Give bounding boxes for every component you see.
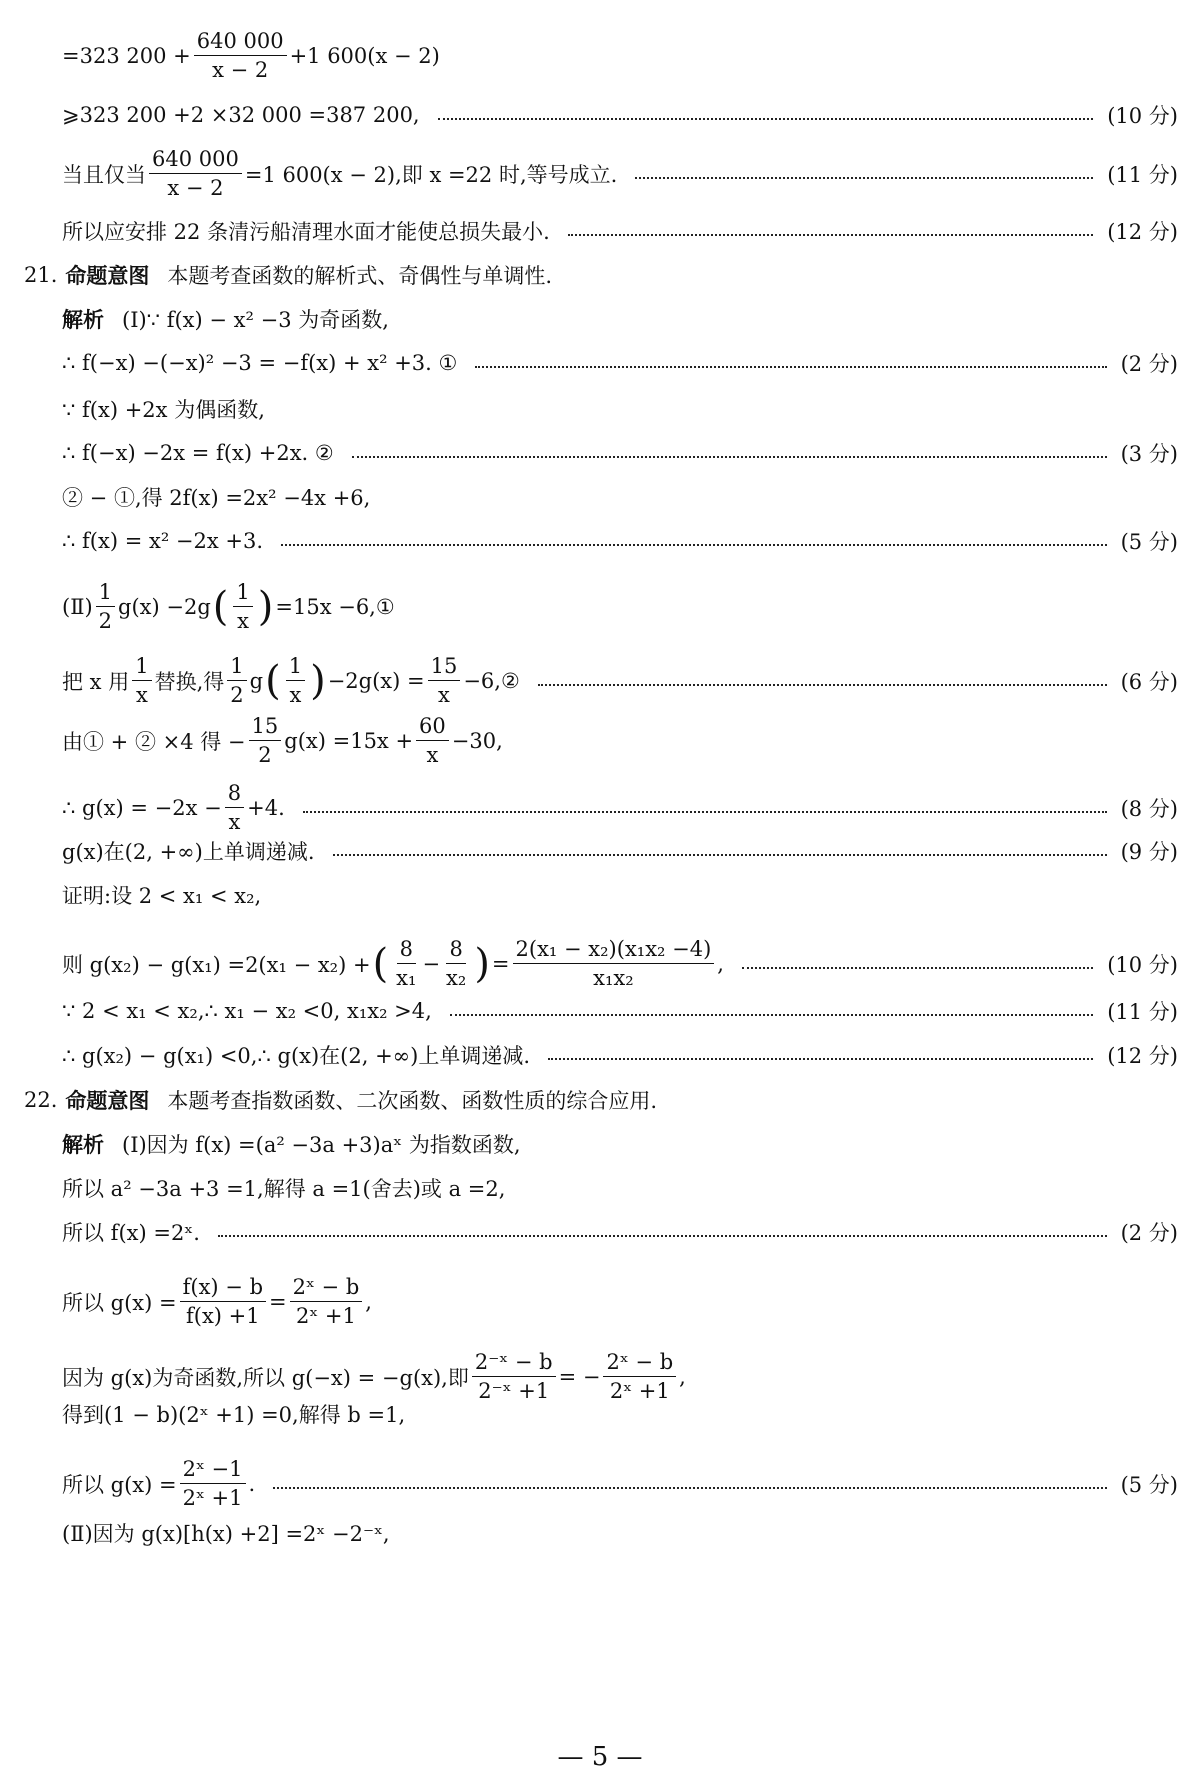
dot-leader — [475, 366, 1106, 368]
fraction-denominator: 2⁻ˣ +1 — [478, 1379, 550, 1404]
fraction-numerator: 1 — [96, 580, 115, 607]
fraction — [180, 1275, 266, 1328]
text-line — [62, 996, 1178, 1026]
line-content — [62, 1518, 390, 1548]
fraction-denominator: x − 2 — [212, 58, 269, 83]
large-parenthesis: ( — [212, 583, 229, 630]
text-line — [62, 147, 1178, 200]
line-content — [24, 1085, 657, 1115]
math-text: −2g(x) = — [327, 668, 425, 693]
fraction-denominator: x — [289, 683, 302, 708]
fraction — [416, 714, 449, 767]
fraction-denominator: x — [228, 810, 241, 835]
fraction — [443, 937, 469, 990]
fraction-numerator: f(x) − b — [180, 1275, 266, 1302]
math-text: 把 x 用 — [62, 669, 130, 694]
fraction — [513, 937, 715, 990]
page-number: — 5 — — [557, 1742, 643, 1772]
text-line — [24, 1085, 1178, 1115]
dot-leader — [635, 177, 1093, 179]
fraction — [194, 29, 287, 82]
math-text: 所以 f(x) =2ˣ. — [62, 1221, 200, 1245]
line-content — [62, 1457, 255, 1510]
math-text: ∴ f(−x) −(−x)² −3 = −f(x) + x² +3. ① — [62, 351, 458, 375]
text-line — [62, 394, 1178, 424]
math-text: ∴ g(x) = −2x − — [62, 795, 222, 820]
fraction — [290, 1275, 363, 1328]
math-text: (Ⅱ) — [62, 594, 93, 619]
math-text: ∵ 2 < x₁ < x₂,∴ x₁ − x₂ <0, x₁x₂ >4, — [62, 999, 432, 1023]
math-text: 得到(1 − b)(2ˣ +1) =0,解得 b =1, — [62, 1403, 406, 1427]
fraction-denominator: x₂ — [446, 966, 467, 991]
fraction-denominator: x — [237, 609, 250, 634]
fraction-numerator: 8 — [446, 937, 465, 964]
fraction-denominator: 2 — [230, 683, 244, 708]
text-line — [62, 1518, 1178, 1548]
fraction-numerator: 640 000 — [194, 29, 287, 56]
math-text: , — [365, 1289, 372, 1314]
math-text: (Ⅰ)因为 f(x) =(a² −3a +3)aˣ 为指数函数, — [122, 1133, 521, 1157]
fraction — [472, 1350, 556, 1403]
fraction-numerator: 2ˣ −1 — [180, 1457, 246, 1484]
math-text: g(x) −2g — [118, 594, 211, 619]
fraction-numerator: 15 — [428, 654, 461, 681]
math-text: 本题考查函数的解析式、奇偶性与单调性. — [167, 264, 553, 288]
fraction — [428, 654, 461, 707]
line-content — [62, 937, 724, 990]
text-line — [62, 781, 1178, 834]
math-text: 所以 g(x) = — [62, 1472, 177, 1497]
section-label: 解析 — [62, 308, 104, 332]
math-text: ② − ①,得 2f(x) =2x² −4x +6, — [62, 486, 371, 510]
fraction-numerator: 1 — [132, 654, 151, 681]
text-line — [62, 1275, 1178, 1328]
text-line — [62, 580, 1178, 633]
line-content — [62, 216, 550, 246]
line-content — [62, 1040, 530, 1070]
math-text: 所以 g(x) = — [62, 1290, 177, 1315]
math-text: g — [249, 668, 264, 693]
fraction-numerator: 8 — [225, 781, 244, 808]
dot-leader — [450, 1014, 1093, 1016]
dot-leader — [548, 1058, 1093, 1060]
score-label: (2 分) — [1120, 1221, 1178, 1245]
math-text: 证明:设 2 < x₁ < x₂, — [62, 884, 262, 908]
fraction — [249, 714, 282, 767]
math-text: (Ⅰ)∵ f(x) − x² −3 为奇函数, — [122, 308, 389, 332]
fraction-denominator: x₁x₂ — [593, 966, 634, 991]
math-text: +4. — [247, 795, 285, 820]
dot-leader — [273, 1487, 1106, 1489]
text-line — [62, 836, 1178, 866]
dot-leader — [281, 544, 1107, 546]
text-line — [62, 880, 1178, 910]
fraction-denominator: x — [438, 683, 450, 708]
fraction-denominator: 2ˣ +1 — [296, 1304, 356, 1329]
text-line — [62, 438, 1178, 468]
math-text: −30, — [451, 728, 503, 753]
math-text: 替换,得 — [154, 669, 225, 694]
large-parenthesis: ) — [474, 940, 490, 987]
large-parenthesis: ( — [372, 940, 389, 987]
fraction-denominator: 2 — [258, 743, 272, 768]
fraction-numerator: 60 — [416, 714, 449, 741]
fraction — [233, 580, 252, 633]
section-label: 解析 — [62, 1133, 104, 1157]
score-label: (11 分) — [1107, 162, 1178, 187]
line-content — [62, 880, 261, 910]
math-text: − — [422, 951, 441, 976]
text-line — [62, 937, 1178, 990]
fraction-numerator: 2(x₁ − x₂)(x₁x₂ −4) — [513, 937, 715, 964]
line-content — [24, 260, 552, 290]
text-line — [62, 216, 1178, 246]
fraction — [393, 937, 419, 990]
score-label: (5 分) — [1120, 1472, 1178, 1497]
line-content — [62, 29, 440, 82]
fraction-numerator: 8 — [397, 937, 416, 964]
math-text: = — [269, 1289, 287, 1314]
score-label: (5 分) — [1120, 530, 1178, 554]
text-line — [62, 1040, 1178, 1070]
math-text: = — [491, 951, 510, 976]
math-text: −6,② — [463, 668, 520, 693]
dot-leader — [538, 684, 1107, 686]
text-line — [62, 29, 1178, 82]
dot-leader — [568, 234, 1093, 236]
fraction — [96, 580, 115, 633]
math-text: ⩾323 200 +2 ×32 000 =387 200, — [62, 103, 420, 127]
text-line — [62, 304, 1178, 334]
math-text: , — [717, 951, 724, 976]
line-content — [62, 1399, 405, 1429]
line-content — [62, 147, 617, 200]
line-content — [62, 304, 389, 334]
dot-leader — [438, 118, 1094, 120]
text-line — [62, 1457, 1178, 1510]
line-content — [62, 999, 432, 1023]
math-text: = − — [558, 1364, 601, 1389]
line-content — [62, 580, 395, 633]
fraction-denominator: x — [426, 743, 439, 768]
score-label: (9 分) — [1120, 840, 1178, 864]
fraction-denominator: x − 2 — [167, 176, 224, 201]
large-parenthesis: ) — [257, 583, 274, 630]
line-content — [62, 1350, 686, 1403]
large-parenthesis: ( — [265, 657, 281, 704]
dot-leader — [742, 967, 1093, 969]
dot-leader — [333, 854, 1107, 856]
line-content — [62, 1217, 200, 1247]
math-text: 由① + ② ×4 得 − — [62, 729, 246, 754]
line-content — [62, 781, 285, 834]
text-line — [62, 714, 1178, 767]
dot-leader — [218, 1235, 1107, 1237]
text-line — [62, 482, 1178, 512]
score-label: (10 分) — [1107, 104, 1178, 128]
line-content — [62, 654, 520, 707]
math-text: 所以 a² −3a +3 =1,解得 a =1(舍去)或 a =2, — [62, 1177, 506, 1201]
question-number: 21. — [24, 263, 58, 287]
text-line — [62, 1217, 1178, 1247]
math-text: =15x −6,① — [275, 594, 395, 619]
text-line — [62, 1173, 1178, 1203]
line-content — [62, 836, 315, 866]
fraction-numerator: 15 — [249, 714, 282, 741]
fraction — [225, 781, 244, 834]
dot-leader — [352, 456, 1107, 458]
fraction-numerator: 1 — [286, 654, 305, 681]
fraction-denominator: f(x) +1 — [186, 1304, 260, 1329]
score-label: (12 分) — [1107, 1044, 1178, 1068]
math-text: +1 600(x − 2) — [289, 43, 440, 68]
score-label: (12 分) — [1107, 220, 1178, 244]
fraction-denominator: 2ˣ +1 — [609, 1379, 670, 1404]
text-line — [62, 1350, 1178, 1403]
fraction-denominator: x — [135, 683, 148, 708]
fraction-numerator: 1 — [233, 580, 252, 607]
line-content — [62, 394, 265, 424]
math-text: =1 600(x − 2),即 x =22 时,等号成立. — [244, 162, 618, 187]
line-content — [62, 529, 263, 553]
score-label: (2 分) — [1120, 352, 1178, 376]
math-text: 所以应安排 22 条清污船清理水面才能使总损失最小. — [62, 220, 550, 244]
line-content — [62, 351, 457, 375]
text-line — [62, 1129, 1178, 1159]
math-text: 本题考查指数函数、二次函数、函数性质的综合应用. — [167, 1089, 658, 1113]
fraction — [603, 1350, 676, 1403]
math-text: . — [248, 1471, 256, 1496]
text-line — [62, 100, 1178, 130]
line-content — [62, 1129, 521, 1159]
line-content — [62, 482, 370, 512]
math-text: 因为 g(x)为奇函数,所以 g(−x) = −g(x),即 — [62, 1365, 469, 1390]
line-content — [62, 103, 420, 127]
text-line — [62, 526, 1178, 556]
score-label: (8 分) — [1120, 796, 1178, 821]
math-text: (Ⅱ)因为 g(x)[h(x) +2] =2ˣ −2⁻ˣ, — [62, 1522, 390, 1546]
math-text: ∵ f(x) +2x 为偶函数, — [62, 398, 265, 422]
section-label: 命题意图 — [65, 264, 150, 288]
line-content — [62, 1173, 505, 1203]
fraction-numerator: 2ˣ − b — [290, 1275, 363, 1302]
math-text: , — [679, 1364, 686, 1389]
math-text: ∴ f(−x) −2x = f(x) +2x. ② — [62, 441, 334, 465]
text-line — [62, 1399, 1178, 1429]
section-label: 命题意图 — [65, 1089, 150, 1113]
score-label: (6 分) — [1120, 669, 1178, 694]
math-text: 当且仅当 — [62, 162, 146, 187]
math-text: 则 g(x₂) − g(x₁) =2(x₁ − x₂) + — [62, 952, 371, 977]
score-label: (11 分) — [1107, 1000, 1178, 1024]
fraction-denominator: x₁ — [396, 966, 417, 991]
fraction — [180, 1457, 246, 1510]
math-text: ∴ f(x) = x² −2x +3. — [62, 529, 264, 553]
fraction-numerator: 640 000 — [149, 147, 242, 174]
line-content — [62, 1275, 372, 1328]
fraction-numerator: 2ˣ − b — [603, 1350, 676, 1377]
math-text: g(x)在(2, +∞)上单调递减. — [62, 840, 315, 864]
score-label: (3 分) — [1120, 442, 1178, 466]
math-text: g(x) =15x + — [284, 728, 414, 753]
question-number: 22. — [24, 1088, 58, 1112]
fraction — [149, 147, 242, 200]
line-content — [62, 441, 334, 465]
fraction — [286, 654, 305, 707]
fraction-denominator: 2 — [98, 609, 113, 634]
large-parenthesis: ) — [310, 657, 326, 704]
math-text: ∴ g(x₂) − g(x₁) <0,∴ g(x)在(2, +∞)上单调递减. — [62, 1044, 531, 1068]
fraction — [227, 654, 246, 707]
text-line — [62, 654, 1178, 707]
fraction — [132, 654, 151, 707]
math-text: =323 200 + — [62, 43, 191, 68]
fraction-denominator: 2ˣ +1 — [182, 1486, 243, 1511]
text-line — [24, 260, 1178, 290]
line-content — [62, 714, 503, 767]
score-label: (10 分) — [1107, 952, 1178, 977]
dot-leader — [303, 811, 1107, 813]
text-line — [62, 348, 1178, 378]
fraction-numerator: 2⁻ˣ − b — [472, 1350, 556, 1377]
fraction-numerator: 1 — [227, 654, 246, 681]
